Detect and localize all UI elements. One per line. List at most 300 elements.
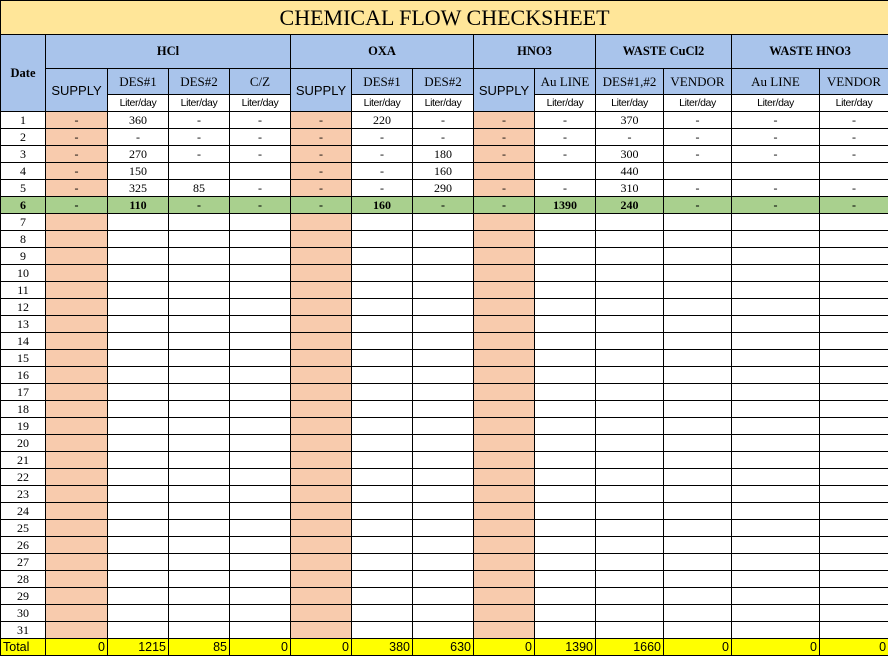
value-cell[interactable]: - (535, 146, 596, 163)
value-cell[interactable] (352, 282, 413, 299)
value-cell[interactable] (535, 571, 596, 588)
value-cell[interactable] (664, 384, 732, 401)
value-cell[interactable] (535, 214, 596, 231)
value-cell[interactable] (413, 554, 474, 571)
value-cell[interactable] (664, 537, 732, 554)
supply-cell[interactable] (291, 350, 352, 367)
supply-cell[interactable] (474, 588, 535, 605)
supply-cell[interactable] (291, 520, 352, 537)
supply-cell[interactable] (291, 401, 352, 418)
supply-cell[interactable] (46, 333, 108, 350)
value-cell[interactable] (352, 435, 413, 452)
value-cell[interactable]: 180 (413, 146, 474, 163)
value-cell[interactable] (413, 469, 474, 486)
value-cell[interactable] (352, 248, 413, 265)
value-cell[interactable]: - (820, 180, 888, 197)
value-cell[interactable] (413, 401, 474, 418)
value-cell[interactable]: 160 (413, 163, 474, 180)
supply-cell[interactable] (46, 282, 108, 299)
value-cell[interactable]: - (352, 129, 413, 146)
value-cell[interactable]: - (664, 129, 732, 146)
supply-cell[interactable] (474, 418, 535, 435)
value-cell[interactable] (108, 350, 169, 367)
value-cell[interactable] (169, 622, 230, 639)
value-cell[interactable]: 440 (596, 163, 664, 180)
supply-cell[interactable] (291, 605, 352, 622)
supply-cell[interactable] (474, 265, 535, 282)
value-cell[interactable] (535, 248, 596, 265)
supply-cell[interactable] (474, 231, 535, 248)
supply-cell[interactable] (291, 418, 352, 435)
value-cell[interactable] (732, 486, 820, 503)
supply-cell[interactable] (46, 435, 108, 452)
value-cell[interactable] (664, 265, 732, 282)
supply-cell[interactable] (46, 350, 108, 367)
supply-cell[interactable] (46, 605, 108, 622)
value-cell[interactable] (535, 554, 596, 571)
value-cell[interactable] (732, 554, 820, 571)
value-cell[interactable] (732, 452, 820, 469)
value-cell[interactable] (820, 350, 888, 367)
supply-cell[interactable] (291, 486, 352, 503)
supply-cell[interactable] (46, 503, 108, 520)
value-cell[interactable] (535, 452, 596, 469)
value-cell[interactable] (535, 350, 596, 367)
supply-cell[interactable] (291, 384, 352, 401)
value-cell[interactable] (535, 299, 596, 316)
value-cell[interactable] (413, 520, 474, 537)
supply-cell[interactable] (291, 435, 352, 452)
value-cell[interactable] (664, 435, 732, 452)
value-cell[interactable] (664, 163, 732, 180)
value-cell[interactable]: 160 (352, 197, 413, 214)
supply-cell[interactable]: - (46, 197, 108, 214)
value-cell[interactable] (664, 333, 732, 350)
supply-cell[interactable] (474, 571, 535, 588)
value-cell[interactable] (732, 163, 820, 180)
value-cell[interactable] (732, 316, 820, 333)
value-cell[interactable]: 150 (108, 163, 169, 180)
value-cell[interactable] (108, 384, 169, 401)
value-cell[interactable] (230, 571, 291, 588)
value-cell[interactable] (535, 469, 596, 486)
value-cell[interactable] (413, 265, 474, 282)
value-cell[interactable] (664, 622, 732, 639)
value-cell[interactable] (664, 588, 732, 605)
value-cell[interactable] (230, 248, 291, 265)
value-cell[interactable] (352, 316, 413, 333)
value-cell[interactable] (352, 384, 413, 401)
value-cell[interactable] (664, 316, 732, 333)
supply-cell[interactable] (291, 503, 352, 520)
value-cell[interactable]: - (230, 129, 291, 146)
supply-cell[interactable] (291, 214, 352, 231)
value-cell[interactable] (732, 571, 820, 588)
value-cell[interactable]: - (664, 197, 732, 214)
value-cell[interactable] (230, 520, 291, 537)
supply-cell[interactable] (46, 418, 108, 435)
value-cell[interactable] (596, 571, 664, 588)
value-cell[interactable] (169, 435, 230, 452)
value-cell[interactable] (596, 452, 664, 469)
value-cell[interactable] (664, 605, 732, 622)
value-cell[interactable] (169, 503, 230, 520)
value-cell[interactable] (413, 282, 474, 299)
value-cell[interactable] (352, 367, 413, 384)
value-cell[interactable] (535, 401, 596, 418)
value-cell[interactable] (169, 163, 230, 180)
value-cell[interactable]: 300 (596, 146, 664, 163)
value-cell[interactable] (352, 503, 413, 520)
value-cell[interactable] (169, 605, 230, 622)
supply-cell[interactable] (474, 384, 535, 401)
supply-cell[interactable]: - (46, 146, 108, 163)
value-cell[interactable] (596, 605, 664, 622)
value-cell[interactable] (108, 367, 169, 384)
value-cell[interactable] (596, 350, 664, 367)
supply-cell[interactable] (291, 622, 352, 639)
value-cell[interactable] (535, 367, 596, 384)
value-cell[interactable]: - (169, 129, 230, 146)
value-cell[interactable] (230, 537, 291, 554)
value-cell[interactable] (108, 299, 169, 316)
value-cell[interactable] (732, 418, 820, 435)
value-cell[interactable] (535, 231, 596, 248)
value-cell[interactable] (413, 588, 474, 605)
value-cell[interactable] (230, 435, 291, 452)
value-cell[interactable] (413, 537, 474, 554)
supply-cell[interactable] (46, 384, 108, 401)
value-cell[interactable] (108, 452, 169, 469)
value-cell[interactable]: - (664, 180, 732, 197)
value-cell[interactable] (535, 622, 596, 639)
value-cell[interactable] (664, 282, 732, 299)
value-cell[interactable] (535, 486, 596, 503)
value-cell[interactable] (230, 418, 291, 435)
value-cell[interactable] (352, 333, 413, 350)
value-cell[interactable] (664, 520, 732, 537)
value-cell[interactable] (664, 486, 732, 503)
value-cell[interactable] (169, 452, 230, 469)
value-cell[interactable] (169, 265, 230, 282)
value-cell[interactable] (664, 214, 732, 231)
value-cell[interactable]: - (732, 197, 820, 214)
value-cell[interactable] (169, 299, 230, 316)
value-cell[interactable] (352, 452, 413, 469)
value-cell[interactable] (108, 435, 169, 452)
value-cell[interactable] (664, 469, 732, 486)
value-cell[interactable]: 240 (596, 197, 664, 214)
value-cell[interactable] (596, 384, 664, 401)
supply-cell[interactable]: - (291, 129, 352, 146)
value-cell[interactable] (108, 503, 169, 520)
value-cell[interactable] (108, 537, 169, 554)
value-cell[interactable] (352, 520, 413, 537)
value-cell[interactable] (664, 299, 732, 316)
value-cell[interactable] (108, 605, 169, 622)
value-cell[interactable] (596, 588, 664, 605)
supply-cell[interactable]: - (291, 112, 352, 129)
value-cell[interactable] (413, 214, 474, 231)
supply-cell[interactable] (474, 282, 535, 299)
supply-cell[interactable] (474, 401, 535, 418)
value-cell[interactable] (108, 486, 169, 503)
value-cell[interactable] (664, 452, 732, 469)
supply-cell[interactable]: - (291, 163, 352, 180)
supply-cell[interactable] (474, 469, 535, 486)
value-cell[interactable] (820, 537, 888, 554)
value-cell[interactable] (169, 316, 230, 333)
value-cell[interactable] (352, 265, 413, 282)
value-cell[interactable] (230, 554, 291, 571)
value-cell[interactable] (664, 554, 732, 571)
value-cell[interactable] (169, 537, 230, 554)
value-cell[interactable]: - (230, 112, 291, 129)
value-cell[interactable] (820, 452, 888, 469)
value-cell[interactable] (230, 299, 291, 316)
supply-cell[interactable]: - (46, 129, 108, 146)
value-cell[interactable]: - (352, 146, 413, 163)
value-cell[interactable] (664, 503, 732, 520)
value-cell[interactable] (535, 418, 596, 435)
value-cell[interactable] (732, 214, 820, 231)
supply-cell[interactable]: - (474, 112, 535, 129)
value-cell[interactable] (732, 401, 820, 418)
value-cell[interactable] (664, 418, 732, 435)
value-cell[interactable] (732, 384, 820, 401)
value-cell[interactable] (413, 435, 474, 452)
value-cell[interactable] (596, 554, 664, 571)
supply-cell[interactable] (46, 231, 108, 248)
value-cell[interactable] (820, 418, 888, 435)
value-cell[interactable] (596, 469, 664, 486)
value-cell[interactable] (820, 520, 888, 537)
value-cell[interactable]: 110 (108, 197, 169, 214)
value-cell[interactable]: - (732, 180, 820, 197)
value-cell[interactable] (820, 486, 888, 503)
value-cell[interactable]: - (664, 112, 732, 129)
supply-cell[interactable] (46, 537, 108, 554)
value-cell[interactable]: - (413, 197, 474, 214)
value-cell[interactable] (352, 554, 413, 571)
value-cell[interactable]: - (732, 146, 820, 163)
value-cell[interactable] (820, 401, 888, 418)
value-cell[interactable] (108, 248, 169, 265)
value-cell[interactable] (820, 605, 888, 622)
value-cell[interactable] (352, 299, 413, 316)
value-cell[interactable]: 85 (169, 180, 230, 197)
supply-cell[interactable] (474, 554, 535, 571)
value-cell[interactable] (535, 520, 596, 537)
value-cell[interactable] (820, 503, 888, 520)
value-cell[interactable] (169, 367, 230, 384)
value-cell[interactable] (169, 282, 230, 299)
value-cell[interactable] (664, 248, 732, 265)
supply-cell[interactable] (291, 571, 352, 588)
value-cell[interactable] (596, 333, 664, 350)
value-cell[interactable] (535, 316, 596, 333)
supply-cell[interactable] (291, 299, 352, 316)
supply-cell[interactable]: - (291, 180, 352, 197)
value-cell[interactable] (820, 248, 888, 265)
supply-cell[interactable] (46, 248, 108, 265)
supply-cell[interactable] (291, 265, 352, 282)
value-cell[interactable]: 270 (108, 146, 169, 163)
value-cell[interactable] (820, 231, 888, 248)
value-cell[interactable]: - (413, 112, 474, 129)
value-cell[interactable] (230, 282, 291, 299)
value-cell[interactable] (732, 537, 820, 554)
supply-cell[interactable]: - (474, 146, 535, 163)
value-cell[interactable] (732, 435, 820, 452)
value-cell[interactable] (230, 622, 291, 639)
value-cell[interactable] (108, 571, 169, 588)
value-cell[interactable] (108, 622, 169, 639)
supply-cell[interactable] (474, 622, 535, 639)
value-cell[interactable] (535, 435, 596, 452)
value-cell[interactable] (664, 401, 732, 418)
value-cell[interactable] (352, 418, 413, 435)
value-cell[interactable] (596, 537, 664, 554)
supply-cell[interactable] (474, 452, 535, 469)
value-cell[interactable]: 310 (596, 180, 664, 197)
value-cell[interactable] (413, 350, 474, 367)
value-cell[interactable] (108, 316, 169, 333)
value-cell[interactable] (230, 367, 291, 384)
supply-cell[interactable] (46, 316, 108, 333)
value-cell[interactable]: - (820, 112, 888, 129)
supply-cell[interactable] (474, 367, 535, 384)
value-cell[interactable] (596, 265, 664, 282)
value-cell[interactable] (413, 452, 474, 469)
value-cell[interactable] (596, 401, 664, 418)
value-cell[interactable] (108, 588, 169, 605)
value-cell[interactable] (820, 622, 888, 639)
value-cell[interactable] (230, 265, 291, 282)
value-cell[interactable] (352, 571, 413, 588)
value-cell[interactable] (732, 588, 820, 605)
supply-cell[interactable] (46, 571, 108, 588)
value-cell[interactable] (230, 333, 291, 350)
value-cell[interactable] (535, 503, 596, 520)
value-cell[interactable] (169, 486, 230, 503)
value-cell[interactable] (352, 401, 413, 418)
value-cell[interactable] (230, 231, 291, 248)
supply-cell[interactable]: - (474, 180, 535, 197)
value-cell[interactable] (169, 401, 230, 418)
value-cell[interactable] (535, 265, 596, 282)
value-cell[interactable] (413, 248, 474, 265)
value-cell[interactable] (230, 384, 291, 401)
value-cell[interactable] (596, 503, 664, 520)
value-cell[interactable] (732, 265, 820, 282)
value-cell[interactable] (820, 282, 888, 299)
value-cell[interactable] (230, 605, 291, 622)
supply-cell[interactable]: - (474, 129, 535, 146)
value-cell[interactable]: - (820, 129, 888, 146)
value-cell[interactable] (535, 163, 596, 180)
value-cell[interactable] (169, 350, 230, 367)
value-cell[interactable] (108, 418, 169, 435)
value-cell[interactable] (535, 588, 596, 605)
value-cell[interactable]: - (535, 180, 596, 197)
value-cell[interactable] (596, 520, 664, 537)
value-cell[interactable] (820, 367, 888, 384)
value-cell[interactable] (352, 537, 413, 554)
value-cell[interactable] (596, 231, 664, 248)
value-cell[interactable] (352, 605, 413, 622)
value-cell[interactable] (108, 554, 169, 571)
value-cell[interactable] (820, 588, 888, 605)
value-cell[interactable]: 220 (352, 112, 413, 129)
value-cell[interactable] (169, 231, 230, 248)
value-cell[interactable] (664, 367, 732, 384)
value-cell[interactable] (535, 384, 596, 401)
value-cell[interactable] (596, 486, 664, 503)
supply-cell[interactable] (474, 299, 535, 316)
value-cell[interactable] (820, 435, 888, 452)
value-cell[interactable] (732, 231, 820, 248)
value-cell[interactable] (820, 214, 888, 231)
supply-cell[interactable] (291, 554, 352, 571)
value-cell[interactable]: - (230, 180, 291, 197)
supply-cell[interactable] (474, 350, 535, 367)
value-cell[interactable] (535, 282, 596, 299)
supply-cell[interactable] (46, 265, 108, 282)
supply-cell[interactable]: - (291, 197, 352, 214)
value-cell[interactable] (535, 605, 596, 622)
value-cell[interactable] (596, 299, 664, 316)
value-cell[interactable]: - (108, 129, 169, 146)
value-cell[interactable] (230, 316, 291, 333)
value-cell[interactable]: - (169, 146, 230, 163)
value-cell[interactable]: - (169, 197, 230, 214)
value-cell[interactable] (596, 367, 664, 384)
value-cell[interactable] (169, 248, 230, 265)
value-cell[interactable] (169, 554, 230, 571)
value-cell[interactable] (169, 571, 230, 588)
value-cell[interactable] (413, 299, 474, 316)
supply-cell[interactable]: - (46, 180, 108, 197)
supply-cell[interactable] (46, 520, 108, 537)
value-cell[interactable] (732, 520, 820, 537)
value-cell[interactable] (413, 622, 474, 639)
value-cell[interactable] (169, 214, 230, 231)
value-cell[interactable] (108, 401, 169, 418)
value-cell[interactable]: - (535, 129, 596, 146)
value-cell[interactable] (596, 622, 664, 639)
supply-cell[interactable] (46, 588, 108, 605)
value-cell[interactable] (352, 486, 413, 503)
supply-cell[interactable] (474, 503, 535, 520)
value-cell[interactable] (108, 333, 169, 350)
value-cell[interactable] (732, 605, 820, 622)
value-cell[interactable] (108, 282, 169, 299)
supply-cell[interactable] (291, 367, 352, 384)
value-cell[interactable] (732, 350, 820, 367)
value-cell[interactable] (596, 316, 664, 333)
supply-cell[interactable] (46, 469, 108, 486)
value-cell[interactable] (535, 537, 596, 554)
value-cell[interactable] (820, 333, 888, 350)
value-cell[interactable] (230, 588, 291, 605)
value-cell[interactable] (413, 367, 474, 384)
supply-cell[interactable] (291, 316, 352, 333)
supply-cell[interactable] (46, 554, 108, 571)
supply-cell[interactable] (46, 299, 108, 316)
value-cell[interactable]: - (230, 197, 291, 214)
value-cell[interactable] (413, 384, 474, 401)
